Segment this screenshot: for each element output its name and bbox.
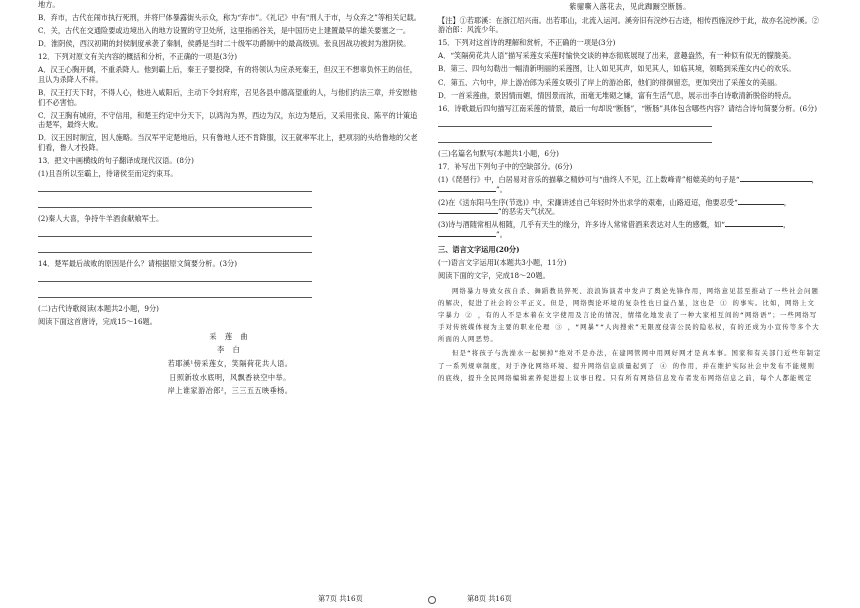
q15-option-d: D．一首采莲曲，景因情而媚，情因景而浓，而毫无堆砌之嫌，富有生活气息，展示出李白诗歌清新脱俗的特点。 xyxy=(438,90,796,100)
option-c-tail: 地方。 xyxy=(38,0,60,9)
answer-line[interactable] xyxy=(438,117,712,127)
q12-option-c: C．汉王胸有城府，不守信用，和楚王约定中分天下，以鸿沟为界，西边为汉，东边为楚后，又采用张良、陈平的计策追击楚军，最终大败。 xyxy=(38,110,418,130)
passage-paragraph-2: 但是“将孩子与洗澡水一起倒掉”绝对不是办法，在建网管网中用网好网才是真本事。国家和有关部门近些年制定了一系列规章制度，对于净化网络环境、提升网络信息质量起到了 ④ 的作用，并在维护实际社会中发布不能规则的底线，提升全民网络编辑素养促进提上议事日程。只有所有网络信息发布者发布网络信息之前，每个人都能规定 xyxy=(438,349,822,382)
q11-option-d: D．淮阴侯，西汉初期的封侯制度承袭了秦制，侯爵是当时二十级军功爵制中的最高级别。张良因战功被封为淮阴侯。 xyxy=(38,39,411,49)
q13-sentence-2: (2)秦人大喜，争持牛羊酒食献飨军士。 xyxy=(38,214,164,224)
poem-line: 日照新妆水底明，风飘香袂空中举。 xyxy=(169,372,291,382)
q15-option-a: A．“笑隔荷花共人语”描写采莲女采莲时愉快交谈的神态彻底展现了出来，意趣盎然，有一种似有似无的朦胧美。 xyxy=(438,51,796,61)
q15-option-c: C．第五、六句中，岸上游冶郎为采莲女吸引了岸上的游冶郎，他们的徘徊留恋，更加突出了采莲女的美丽。 xyxy=(438,77,782,87)
q12-option-a: A．汉王心胸开阔，不重杀降人。他到霸上后，秦王子婴投降，有的将领认为应杀死秦王，但汉王不想辜负怀王的信任，且认为杀降人不祥。 xyxy=(38,65,417,84)
part-three-heading: 三、语言文字运用(20分) xyxy=(438,245,520,255)
binding-hole-icon xyxy=(428,596,436,604)
q17-item-3-end: ”。 xyxy=(496,229,507,239)
fill-blank[interactable] xyxy=(738,204,784,205)
q17-item-3: (3)诗与酒随常相从相随，几乎有天生的缘分，许多诗人常常借酒来表达对人生的感慨，如“ ，”。 xyxy=(438,220,791,239)
fill-blank[interactable] xyxy=(438,191,496,192)
fill-blank[interactable] xyxy=(438,213,498,214)
subsection-heading: (一)语言文字运用Ⅰ(本题共3小题，11分) xyxy=(438,258,567,268)
right-page xyxy=(438,0,822,386)
q16-stem: 16．诗歌最后四句描写江南采莲的情景，最后一句却说“断肠”，“断肠”具体包含哪些内容？请结合诗句简要分析。(6分) xyxy=(438,103,818,113)
fill-blank[interactable] xyxy=(438,236,496,237)
fill-blank[interactable] xyxy=(740,181,812,182)
section-poetry-intro: 阅读下面这首唐诗，完成15～16题。 xyxy=(38,317,157,327)
q11-option-b: B．弃市，古代在闹市执行死刑，并将尸体暴露街头示众，称为“弃市”。《礼记》中有“刑人于市，与众弃之”等相关记载。 xyxy=(38,13,421,23)
q17-item-1-text: (1)《琵琶行》中，白居易对音乐的描摹之精妙可与“曲终人不见，江上数峰青”相媲美的句子是“ xyxy=(438,175,740,185)
q17-item-2-end: ”的恶劣天气状况。 xyxy=(498,207,560,217)
q17-stem: 17．补写出下列句子中的空缺部分。(6分) xyxy=(438,161,573,171)
answer-line[interactable] xyxy=(38,272,312,282)
page-number-right: 第8页 共16页 xyxy=(467,594,512,603)
q12-stem: 12．下列对原文有关内容的概括和分析，不正确的一项是(3分) xyxy=(38,52,238,62)
q13-stem: 13．把文中画横线的句子翻译成现代汉语。(8分) xyxy=(38,155,194,165)
answer-line[interactable] xyxy=(38,198,312,208)
poem-note: 【注】①若耶溪：在浙江绍兴南。出若耶山，北流入运河。溪旁旧有浣纱石古迹，相传西施浣纱于此，故亦名浣纱溪。②游冶郎：风流少年。 xyxy=(438,15,819,35)
q11-option-c: C．关，古代在交通险要或边境出入的地方设置的守卫处所，这里指函谷关，是中国历史上建置最早的雄关要塞之一。 xyxy=(38,26,411,36)
q12-option-d: D．汉王因时制宜，因人施略。当汉军平定楚地后，只有鲁地人还不肯降服，汉王就率军北上，把项羽的头给鲁地的父老们看，鲁人才投降。 xyxy=(38,133,418,152)
left-page xyxy=(38,0,422,400)
q14-stem: 14．楚军最后战败的原因是什么？请根据原文简要分析。(3分) xyxy=(38,259,238,269)
poem-title: 采 莲 曲 xyxy=(209,331,251,341)
page-number-left: 第7页 共16页 xyxy=(318,594,363,603)
poem-line: 岸上谁家游冶郎²，三三五五映垂杨。 xyxy=(167,386,293,396)
q17-item-1-end: ”。 xyxy=(496,184,507,194)
q15-option-b: B．第三、四句勾勒出一幅清新明丽的采莲图，让人如见其声，如见其人，如临其境，领略到采莲女内心的欢乐。 xyxy=(438,64,796,74)
poem-author: 李 白 xyxy=(217,345,243,355)
fill-blank[interactable] xyxy=(725,226,783,227)
subsection-intro: 阅读下面的文字，完成18～20题。 xyxy=(438,271,550,281)
poem-line: 紫骝嘶入落花去，见此踟蹰空断肠。 xyxy=(569,2,691,11)
passage-paragraph-1: 网络暴力导致女孩自杀、舞蹈教员猝死、浪浪饰演者中发声了舆论先锋作用，网络意见甚至推动了一些社会问题的解决，促进了社会的公平正义。但是，网络舆论环境的复杂性也日益凸显，这也是 ① 的事实。比如，网络上文字暴力 ② ，有的人不是本着在文字使用及言论的情况，情绪化地发表了一种大家相互间的“网络语”；一些网络写手对传统媒体视为主要的职业伦理 ③ ，“网暴”“人肉搜索”无限度侵害公民的隐私权，有的还成为小宣传等多个大所面的人网恶势。 xyxy=(438,286,820,344)
poem-line: 若耶溪¹傍采莲女，笑隔荷花共人语。 xyxy=(167,358,293,368)
answer-line[interactable] xyxy=(38,182,312,192)
section-poetry-heading: (二)古代诗歌阅读(本题共2小题，9分) xyxy=(38,304,159,314)
q12-option-b: B．汉王打天下时，不得人心，他进入咸阳后，主动下令封府库，召见各县中德高望重的人，与他们约法三章，并安慰他们不必害怕。 xyxy=(38,88,418,107)
q15-stem: 15．下列对这首诗的理解和赏析，不正确的一项是(3分) xyxy=(438,38,616,48)
q17-item-2: (2)在《送东阳马生序(节选)》中，宋濂讲述自己年轻时外出求学的艰难，山路迢迢，他要忍受“ ，”的恶劣天气状况。 xyxy=(438,197,791,217)
answer-line[interactable] xyxy=(38,227,312,237)
section-dictation-heading: (三)名篇名句默写(本题共1小题，6分) xyxy=(438,148,559,158)
q17-item-3-text: (3)诗与酒随常相从相随，几乎有天生的缘分，许多诗人常常借酒来表达对人生的感慨，如“ xyxy=(438,220,725,230)
q17-item-2-text: (2)在《送东阳马生序(节选)》中，宋濂讲述自己年轻时外出求学的艰难，山路迢迢，他要忍受“ xyxy=(438,197,738,207)
answer-line[interactable] xyxy=(38,243,312,253)
q13-sentence-1: (1)且吾所以至霸上，待诸侯至而定约束耳。 xyxy=(38,168,178,178)
q17-item-1: (1)《琵琶行》中，白居易对音乐的描摹之精妙可与“曲终人不见，江上数峰青”相媲美的句子是“ ，”。 xyxy=(438,175,819,194)
answer-line[interactable] xyxy=(38,288,312,298)
answer-line[interactable] xyxy=(438,133,712,143)
